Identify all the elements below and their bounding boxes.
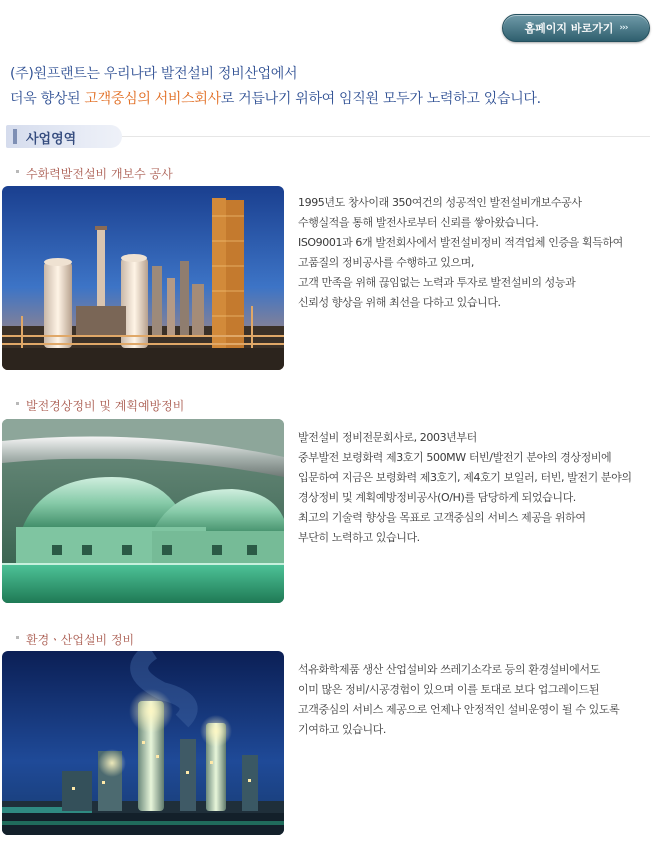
item-1-line-6: 신뢰성 향상을 위해 최선을 다하고 있습니다. <box>298 296 501 309</box>
item-2-line-5: 최고의 기술력 향상을 목표로 고객중심의 서비스 제공을 위하여 <box>298 511 586 524</box>
homepage-shortcut-label: 홈페이지 바로가기 <box>524 22 614 35</box>
item-3-line-4: 기여하고 있습니다. <box>298 723 387 736</box>
industrial-plant-night-photo <box>2 651 284 835</box>
item-2-title-text: 발전경상정비 및 계획예방정비 <box>26 399 185 413</box>
item-1-title <box>16 165 173 182</box>
homepage-shortcut-button[interactable] <box>502 14 650 42</box>
company-intro <box>10 62 541 112</box>
item-1-line-3: ISO9001과 6개 발전회사에서 발전설비정비 적격업체 인증을 획득하여 <box>298 236 623 249</box>
power-plant-exterior-photo <box>2 186 284 370</box>
item-2-line-6: 부단히 노력하고 있습니다. <box>298 531 420 544</box>
intro-line-2 <box>10 87 541 112</box>
item-3-line-3: 고객중심의 서비스 제공으로 언제나 안정적인 설비운영이 될 수 있도록 <box>298 703 620 716</box>
triple-chevron-right-icon: ››› <box>619 23 628 33</box>
intro-line-1: (주)원프랜트는 우리나라 발전설비 정비산업에서 <box>10 66 298 82</box>
intro-line-2-pre: 더욱 향상된 <box>10 91 85 107</box>
item-2-line-1: 발전설비 정비전문회사로, 2003년부터 <box>298 431 477 444</box>
item-2-line-2: 중부발전 보령화력 제3호기 500MW 터빈/발전기 분야의 경상정비에 <box>298 451 612 464</box>
section-title-badge <box>6 125 122 148</box>
section-title-bar <box>13 129 17 144</box>
item-3-line-1: 석유화학제품 생산 산업설비와 쓰레기소각로 등의 환경설비에서도 <box>298 663 600 676</box>
section-divider <box>122 136 650 137</box>
item-1-line-1: 1995년도 창사이래 350여건의 성공적인 발전설비개보수공사 <box>298 196 582 209</box>
section-title: 사업영역 <box>26 132 77 147</box>
item-2-line-4: 경상정비 및 계획예방정비공사(O/H)를 담당하게 되었습니다. <box>298 491 576 504</box>
intro-line-2-post: 로 거듭나기 위하여 임직원 모두가 노력하고 있습니다. <box>220 91 541 107</box>
item-3-title-text: 환경ㆍ산업설비 정비 <box>26 633 135 647</box>
bullet-icon <box>16 402 19 405</box>
item-2-line-3: 입문하여 지금은 보령화력 제3호기, 제4호기 보일러, 터빈, 발전기 분야의 <box>298 471 632 484</box>
turbine-hall-photo <box>2 419 284 603</box>
item-3-description <box>298 660 619 740</box>
item-1-description <box>298 193 623 313</box>
item-1-title-text: 수화력발전설비 개보수 공사 <box>26 167 173 181</box>
item-1-line-5: 고객 만족을 위해 끊임없는 노력과 투자로 발전설비의 성능과 <box>298 276 576 289</box>
bullet-icon <box>16 170 19 173</box>
item-1-line-4: 고품질의 정비공사를 수행하고 있으며, <box>298 256 475 269</box>
intro-highlight: 고객중심의 서비스회사 <box>84 91 221 107</box>
item-3-title <box>16 631 134 648</box>
item-2-title <box>16 397 184 414</box>
item-1-line-2: 수행실적을 통해 발전사로부터 신뢰를 쌓아왔습니다. <box>298 216 539 229</box>
bullet-icon <box>16 636 19 639</box>
item-2-description <box>298 428 632 548</box>
item-3-line-2: 이미 많은 정비/시공경험이 있으며 이를 토대로 보다 업그레이드된 <box>298 683 600 696</box>
